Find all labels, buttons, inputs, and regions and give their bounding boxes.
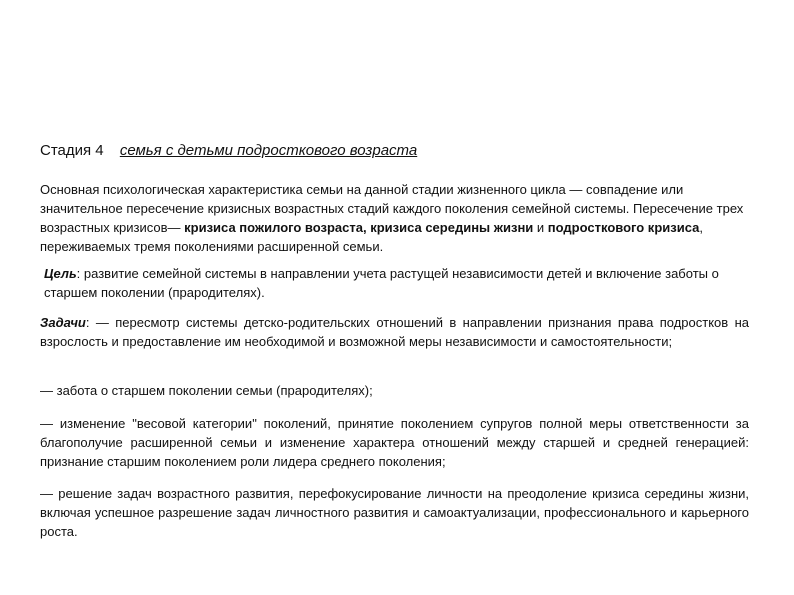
task-item-2: — забота о старшем поколении семьи (прародителях); (40, 383, 373, 398)
goal-paragraph (40, 264, 753, 302)
intro-bold-2: подросткового кризиса (547, 220, 700, 235)
task-item-1: : — пересмотр системы детско-родительских отношений в направлении признания права подростков на взрослость и предоставление им необходимой и возможной меры независимости и самостоятельности; (40, 315, 749, 349)
intro-bold-1: кризиса пожилого возраста, кризиса середины жизни (184, 220, 534, 235)
tasks-paragraph (40, 313, 749, 351)
task-item-4: — решение задач возрастного развития, перефокусирование личности на преодоление кризиса середины жизни, включая успешное разрешение задач личностного развития и самоактуализации, профессионального и карьерного роста. (40, 486, 749, 539)
intro-text-2: и (533, 220, 548, 235)
goal-text: : развитие семейной системы в направлении учета растущей независимости детей и включение заботы о старшем поколении (прародителях). (44, 266, 719, 300)
stage-label: Стадия 4 (40, 142, 104, 159)
tasks-label: Задачи (40, 315, 86, 330)
intro-text-3: , переживаемых тремя поколениями расширенной семьи. (40, 220, 703, 254)
intro-paragraph (40, 180, 749, 256)
intro-text-1: Основная психологическая характеристика семьи на данной стадии жизненного цикла — совпадение или значительное пересечение кризисных возрастных стадий каждого поколения семейной системы. Пересечение трех возрастных кризисов— (40, 182, 744, 235)
stage-title: семья с детьми подросткового возраста (119, 142, 418, 159)
task-item-3: — изменение "весовой категории" поколений, принятие поколением супругов полной меры ответственности за благополучие расширенной семьи и изменение характера отношений между старшей и средней генерацией: признание старшим поколением роли лидера среднего поколения; (40, 416, 749, 469)
goal-label: Цель (44, 266, 77, 281)
slide-title (40, 142, 417, 159)
